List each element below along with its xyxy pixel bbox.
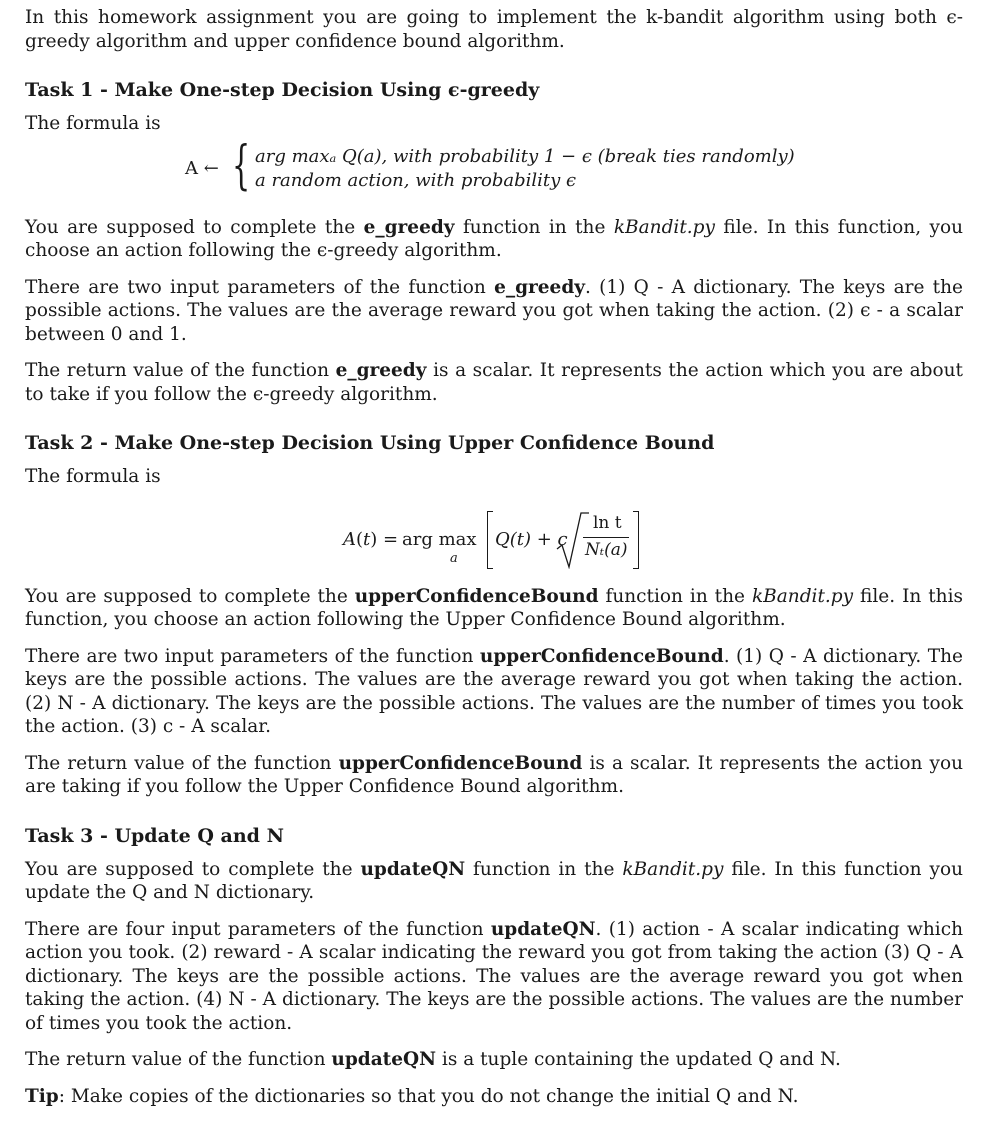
- tip-label: Tip: [25, 1085, 59, 1107]
- formula-lhs: A(t) =: [343, 528, 399, 550]
- file-name: kBandit.py: [751, 585, 854, 607]
- task2-paragraph-2: There are two input parameters of the function upperConfidenceBound. (1) Q - A dictionary. The keys are the possible actions. The values are the average reward you got when taking the action. (2) N - A dictionary. The keys are the possible actions. The values are the number of times you took the action. (3) c - A scalar.: [25, 645, 963, 737]
- task3-paragraph-3: The return value of the function updateQN is a tuple containing the updated Q and N.: [25, 1049, 841, 1070]
- formula-lhs: A ←: [185, 157, 219, 179]
- function-name: updateQN: [490, 918, 596, 940]
- task2-paragraph-1: You are supposed to complete the upperConfidenceBound function in the kBandit.py file. In this function, you choose an action following the Upper Confidence Bound algorithm.: [25, 585, 964, 630]
- tip-paragraph: Tip: Make copies of the dictionaries so that you do not change the initial Q and N.: [25, 1085, 799, 1107]
- function-name: upperConfidenceBound: [354, 585, 599, 607]
- task2-heading: Task 2 - Make One-step Decision Using Upper Confidence Bound: [25, 432, 715, 454]
- task1-paragraph-1: You are supposed to complete the e_greedy function in the kBandit.py file. In this function, you choose an action following the ϵ-greedy algorithm.: [25, 216, 964, 261]
- task2-paragraph-3: The return value of the function upperConfidenceBound is a scalar. It represents the action you are taking if you follow the Upper Confidence Bound algorithm.: [25, 752, 964, 797]
- function-name: e_greedy: [363, 216, 455, 238]
- task2-formula-intro: The formula is: [25, 466, 161, 487]
- intro-paragraph: In this homework assignment you are going to implement the k-bandit algorithm using both ϵ-greedy algorithm and upper confidence bound algorithm.: [25, 7, 963, 52]
- right-bracket: [633, 511, 639, 569]
- task3-paragraph-2: There are four input parameters of the function updateQN. (1) action - A scalar indicating which action you took. (2) reward - A scalar indicating the reward you got from taking the action (3) Q - A dictionary. The keys are the possible actions. The values are the average reward you got when taking the action. (4) N - A dictionary. The keys are the possible actions. The values are the number of times you took the action.: [25, 918, 963, 1034]
- formula-argmax: arg max: [402, 528, 477, 550]
- fraction-bar: [583, 537, 629, 538]
- task1-formula-intro: The formula is: [25, 113, 161, 134]
- document-page: [25, 6, 963, 1121]
- ucb-formula: [25, 509, 963, 579]
- formula-subscript: a: [450, 550, 458, 566]
- left-brace: {: [232, 135, 251, 196]
- task1-heading: Task 1 - Make One-step Decision Using ϵ-greedy: [25, 79, 540, 101]
- function-name: updateQN: [360, 858, 466, 880]
- task3-paragraph-1: You are supposed to complete the updateQN function in the kBandit.py file. In this function you update the Q and N dictionary.: [25, 858, 964, 903]
- function-name: e_greedy: [494, 276, 586, 298]
- formula-case-2: a random action, with probability ϵ: [255, 169, 577, 191]
- function-name: upperConfidenceBound: [479, 645, 724, 667]
- function-name: upperConfidenceBound: [338, 752, 583, 774]
- fraction-numerator: ln t: [593, 512, 622, 533]
- file-name: kBandit.py: [613, 216, 715, 238]
- task1-paragraph-2: There are two input parameters of the function e_greedy. (1) Q - A dictionary. The keys are the possible actions. The values are the average reward you got when taking the action. (2) ϵ - a scalar between 0 and 1.: [25, 276, 963, 345]
- sqrt-sign: [555, 511, 589, 569]
- fraction-denominator: Nₜ(a): [585, 539, 628, 560]
- file-name: kBandit.py: [622, 858, 724, 880]
- task1-paragraph-3: The return value of the function e_greedy is a scalar. It represents the action which you are about to take if you follow the ϵ-greedy algorithm.: [25, 360, 963, 405]
- function-name: updateQN: [331, 1049, 437, 1070]
- formula-inner: Q(t) + c: [495, 528, 568, 550]
- formula-case-1: arg maxₐ Q(a), with probability 1 − ϵ (break ties randomly): [255, 145, 795, 167]
- function-name: e_greedy: [335, 360, 427, 381]
- left-bracket: [487, 511, 493, 569]
- epsilon-greedy-formula: [25, 135, 963, 202]
- task3-heading: Task 3 - Update Q and N: [25, 824, 284, 847]
